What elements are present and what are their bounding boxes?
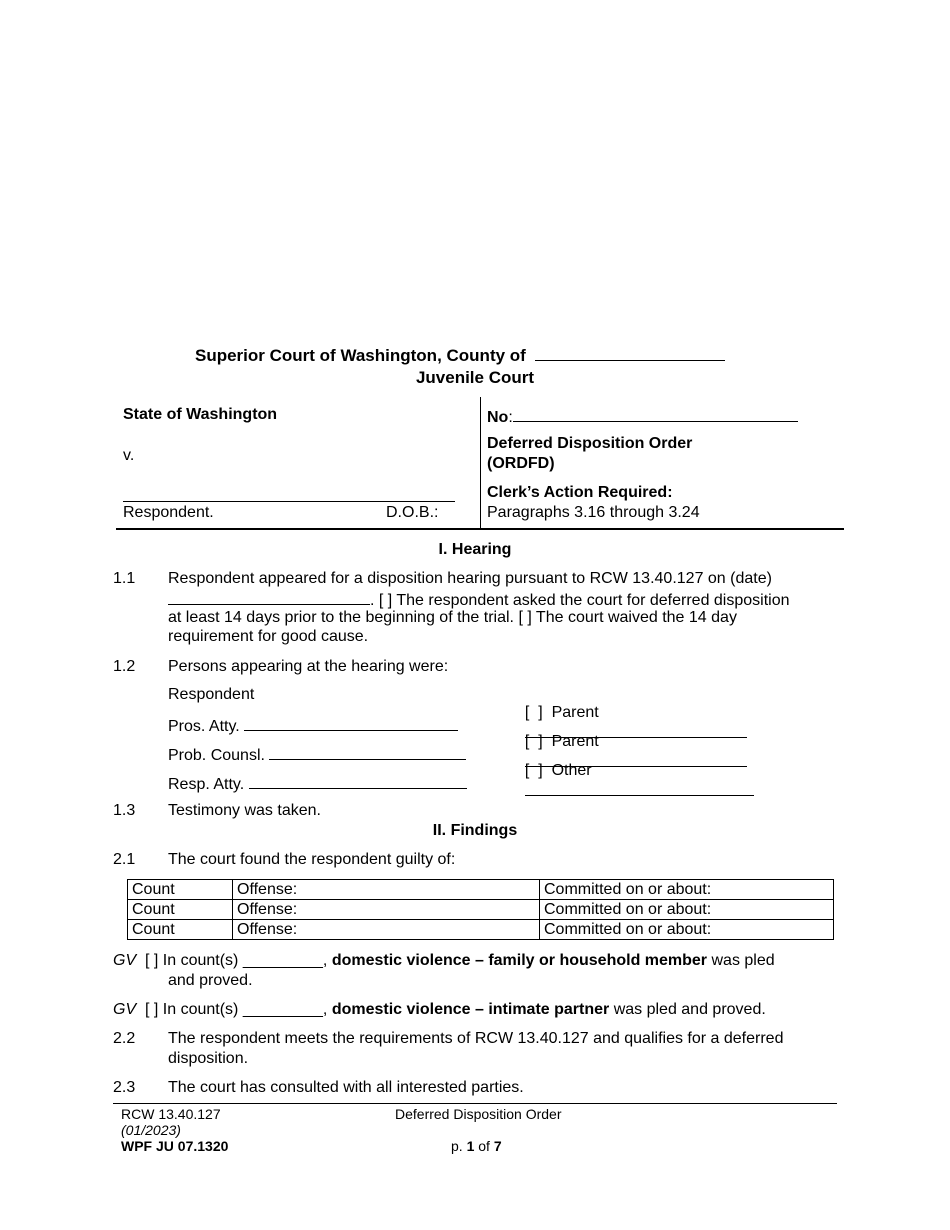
person-pros-atty [168, 715, 458, 736]
clerk-action-label: Clerk’s Action Required: [487, 484, 673, 501]
offense-cell: Offense: [233, 880, 540, 900]
footer-form-id: WPF JU 07.1320 [121, 1138, 229, 1154]
person-resp-atty [168, 773, 467, 794]
resp-atty-label: Resp. Atty. [168, 776, 245, 793]
caption-divider [480, 397, 481, 528]
versus: v. [123, 447, 135, 464]
other-label: [ ] Other [524, 762, 592, 779]
page-prefix: p. [451, 1138, 463, 1154]
gv-intimate-count-text: [ ] In count(s) _________, [145, 1001, 328, 1018]
para-1-3-number: 1.3 [113, 802, 136, 819]
footer-date: (01/2023) [121, 1122, 181, 1138]
footer-rcw: RCW 13.40.127 [121, 1106, 221, 1122]
gv-intimate-bold: domestic violence – intimate partner [331, 1001, 610, 1018]
para-1-2-number: 1.2 [113, 658, 136, 675]
para-2-2-line1: The respondent meets the requirements of RCW 13.40.127 and qualifies for a deferred [168, 1030, 784, 1047]
table-row [128, 900, 834, 920]
section-1-heading: I. Hearing [438, 541, 512, 558]
para-1-1-line3: at least 14 days prior to the beginning of the trial. [ ] The court waived the 14 day [168, 609, 737, 626]
counts-table [127, 879, 834, 940]
dob-label: D.O.B.: [386, 504, 439, 521]
case-number-blank [513, 406, 798, 422]
para-1-2-text: Persons appearing at the hearing were: [168, 658, 449, 675]
respondent-name-line [123, 501, 455, 502]
para-1-1-line2-text: . [ ] The respondent asked the court for deferred disposition [370, 592, 790, 609]
person-other [516, 744, 754, 801]
footer-title: Deferred Disposition Order [395, 1106, 562, 1122]
offense-cell: Offense: [233, 900, 540, 920]
resp-atty-blank [249, 773, 467, 789]
gv-family-bold: domestic violence – family or household member [331, 952, 708, 969]
section-2-heading: II. Findings [432, 822, 518, 839]
court-line: Superior Court of Washington, County of [195, 346, 526, 365]
respondent-label: Respondent. [123, 504, 214, 521]
page-of: of [478, 1138, 490, 1154]
gv-intimate-tail: was pled and proved. [613, 1001, 766, 1018]
gv-family-prefix: GV [113, 952, 137, 969]
table-row [128, 920, 834, 940]
pros-atty-blank [244, 715, 458, 731]
para-1-1-line2 [168, 589, 790, 610]
gv-intimate-prefix: GV [113, 1001, 137, 1018]
committed-cell: Committed on or about: [540, 920, 834, 940]
offense-cell: Offense: [233, 920, 540, 940]
count-cell: Count [128, 880, 233, 900]
caption-bottom-rule [116, 528, 844, 530]
page-number: 1 [466, 1138, 475, 1154]
case-number-label: No [487, 409, 509, 426]
clerk-action-text: Paragraphs 3.16 through 3.24 [487, 504, 700, 521]
para-1-1-number: 1.1 [113, 570, 136, 587]
gv-family-count-text: [ ] In count(s) _________, [145, 952, 328, 969]
para-1-1-line4: requirement for good cause. [168, 628, 369, 645]
person-respondent: Respondent [168, 686, 255, 703]
gv-family-line [113, 952, 775, 970]
pros-atty-label: Pros. Atty. [168, 718, 240, 735]
other-blank [525, 780, 754, 796]
prob-counsl-blank [269, 744, 466, 760]
parent-1-label: [ ] Parent [524, 704, 599, 721]
table-row [128, 880, 834, 900]
document-code: (ORDFD) [487, 455, 555, 472]
para-2-2-line2: disposition. [168, 1050, 249, 1067]
gv-family-tail: was pled [711, 952, 775, 969]
gv-intimate-line [113, 1001, 766, 1019]
hearing-date-blank [168, 589, 370, 605]
footer-page [451, 1138, 502, 1154]
county-blank [535, 345, 725, 361]
person-prob-counsl [168, 744, 466, 765]
para-2-3-number: 2.3 [113, 1079, 136, 1096]
case-number-colon: : [508, 409, 513, 426]
committed-cell: Committed on or about: [540, 880, 834, 900]
para-2-1-text: The court found the respondent guilty of: [168, 851, 456, 868]
case-number [487, 406, 798, 427]
court-heading [195, 345, 725, 366]
gv-family-line2: and proved. [168, 972, 253, 989]
parent-2-label: [ ] Parent [524, 733, 599, 750]
court-subheading: Juvenile Court [415, 368, 535, 387]
para-1-1-line1: Respondent appeared for a disposition hearing pursuant to RCW 13.40.127 on (date) [168, 570, 772, 587]
para-2-1-number: 2.1 [113, 851, 136, 868]
count-cell: Count [128, 920, 233, 940]
footer-rule [113, 1103, 837, 1104]
document-title: Deferred Disposition Order [487, 435, 693, 452]
para-2-2-number: 2.2 [113, 1030, 136, 1047]
committed-cell: Committed on or about: [540, 900, 834, 920]
count-cell: Count [128, 900, 233, 920]
plaintiff-name: State of Washington [123, 406, 278, 423]
para-1-3-text: Testimony was taken. [168, 802, 321, 819]
page-total: 7 [493, 1138, 502, 1154]
para-2-3-text: The court has consulted with all interested parties. [168, 1079, 524, 1096]
prob-counsl-label: Prob. Counsl. [168, 747, 265, 764]
